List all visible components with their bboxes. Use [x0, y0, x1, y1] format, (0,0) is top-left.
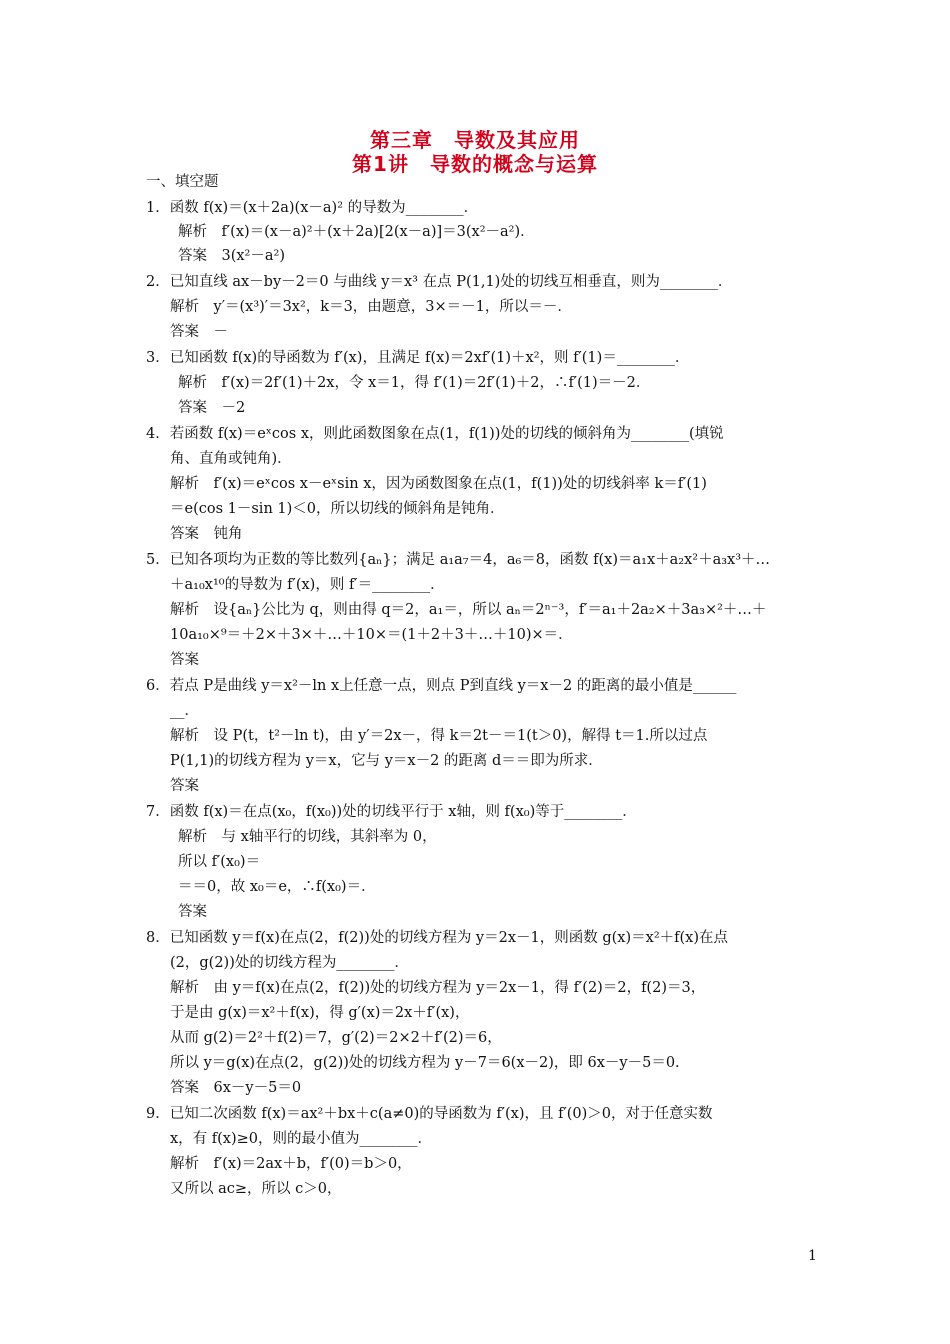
text-line: 5．已知各项均为正数的等比数列{aₙ}；满足 a₁a₇＝4，a₆＝8，函数 f(x)＝a₁x＋a₂x²＋a₃x³＋… [146, 552, 771, 568]
text-line: 8．已知函数 y＝f(x)在点(2，f(2))处的切线方程为 y＝2x－1，则函数 g(x)＝x²＋f(x)在点 [146, 930, 728, 946]
text-line: ＝e(cos 1－sin 1)＜0，所以切线的倾斜角是钝角． [170, 501, 505, 517]
text-line: 答案 钝角 [170, 526, 243, 542]
text-line: 解析 f′(x)＝2f′(1)＋2x，令 x＝1，得 f′(1)＝2f′(1)＋2，∴f′(1)＝－2． [178, 375, 651, 391]
text-line: P(1,1)的切线方程为 y＝x，它与 y＝x－2 的距离 d＝＝即为所求． [170, 753, 603, 769]
text-line: __． [170, 703, 199, 719]
text-line: 6．若点 P是曲线 y＝x²－ln x上任意一点，则点 P到直线 y＝x－2 的距离的最小值是______ [146, 678, 737, 694]
text-line: 答案 6x－y－5＝0 [170, 1080, 302, 1096]
chapter-title: 第三章 导数及其应用 [370, 128, 580, 152]
text-line: x，有 f(x)≥0，则的最小值为________． [170, 1131, 433, 1147]
text-line: 解析 设{aₙ}公比为 q，则由得 q＝2，a₁＝，所以 aₙ＝2ⁿ⁻³，f′＝a₁＋2a₂×＋3a₃×²＋…＋ [170, 602, 767, 618]
text-line: 角、直角或钝角)． [170, 451, 292, 467]
text-line: ＋a₁₀x¹⁰的导数为 f′(x)，则 f′＝________． [170, 577, 445, 593]
text-line: 4．若函数 f(x)＝eˣcos x，则此函数图象在点(1，f(1))处的切线的倾斜角为________(填锐 [146, 426, 724, 442]
text-line: 解析 由 y＝f(x)在点(2，f(2))处的切线方程为 y＝2x－1，得 f′(2)＝2，f(2)＝3， [170, 980, 706, 996]
text-line: 10a₁₀×⁹＝＋2×＋3×＋…＋10×＝(1＋2＋3＋…＋10)×＝． [170, 627, 573, 643]
text-line: 解析 与 x轴平行的切线，其斜率为 0， [178, 829, 437, 845]
text-line: 又所以 ac≥，所以 c＞0， [170, 1181, 342, 1197]
text-line: 所以 f′(x₀)＝ [178, 854, 261, 870]
text-line: 答案 [178, 904, 207, 920]
text-line: 解析 f′(x)＝(x－a)²＋(x＋2a)[2(x－a)]＝3(x²－a²)． [178, 224, 535, 240]
text-line: 解析 f′(x)＝eˣcos x－eˣsin x，因为函数图象在点(1，f(1))处的切线斜率 k＝f′(1) [170, 476, 707, 492]
text-line: 所以 y＝g(x)在点(2，g(2))处的切线方程为 y－7＝6(x－2)，即 6x－y－5＝0. [170, 1055, 680, 1071]
text-line: 7．函数 f(x)＝在点(x₀，f(x₀))处的切线平行于 x轴，则 f(x₀)等于________． [146, 804, 637, 820]
text-line: 2．已知直线 ax－by－2＝0 与曲线 y＝x³ 在点 P(1,1)处的切线互相垂直，则为________． [146, 274, 733, 290]
text-line: 答案 －2 [178, 400, 246, 416]
text-line: 解析 y′＝(x³)′＝3x²，k＝3，由题意，3×＝－1，所以＝－． [170, 299, 572, 315]
text-line: 1．函数 f(x)＝(x＋2a)(x－a)² 的导数为________． [146, 200, 479, 216]
text-line: 答案 3(x²－a²) [178, 248, 285, 264]
text-line: 9．已知二次函数 f(x)＝ax²＋bx＋c(a≠0)的导函数为 f′(x)，且 f′(0)＞0，对于任意实数 [146, 1106, 713, 1122]
text-line: 一、填空题 [146, 174, 219, 190]
text-line: (2，g(2))处的切线方程为________． [170, 955, 409, 971]
text-line: 于是由 g(x)＝x²＋f(x)，得 g′(x)＝2x＋f′(x)， [170, 1005, 470, 1021]
text-line: ＝＝0，故 x₀＝e，∴f(x₀)＝． [178, 879, 376, 895]
text-line: 解析 设 P(t，t²－ln t)，由 y′＝2x－，得 k＝2t－＝1(t＞0)，解得 t＝1.所以过点 [170, 728, 708, 744]
page-number: 1 [808, 1248, 817, 1264]
lesson-title: 第1讲 导数的概念与运算 [352, 152, 598, 176]
text-line: 从而 g(2)＝2²＋f(2)＝7，g′(2)＝2×2＋f′(2)＝6， [170, 1030, 502, 1046]
text-line: 答案 [170, 778, 199, 794]
text-line: 3．已知函数 f(x)的导函数为 f′(x)，且满足 f(x)＝2xf′(1)＋x²，则 f′(1)＝________． [146, 350, 690, 366]
text-line: 答案 － [170, 324, 228, 340]
text-line: 解析 f′(x)＝2ax＋b，f′(0)＝b＞0， [170, 1156, 412, 1172]
text-line: 答案 [170, 652, 199, 668]
